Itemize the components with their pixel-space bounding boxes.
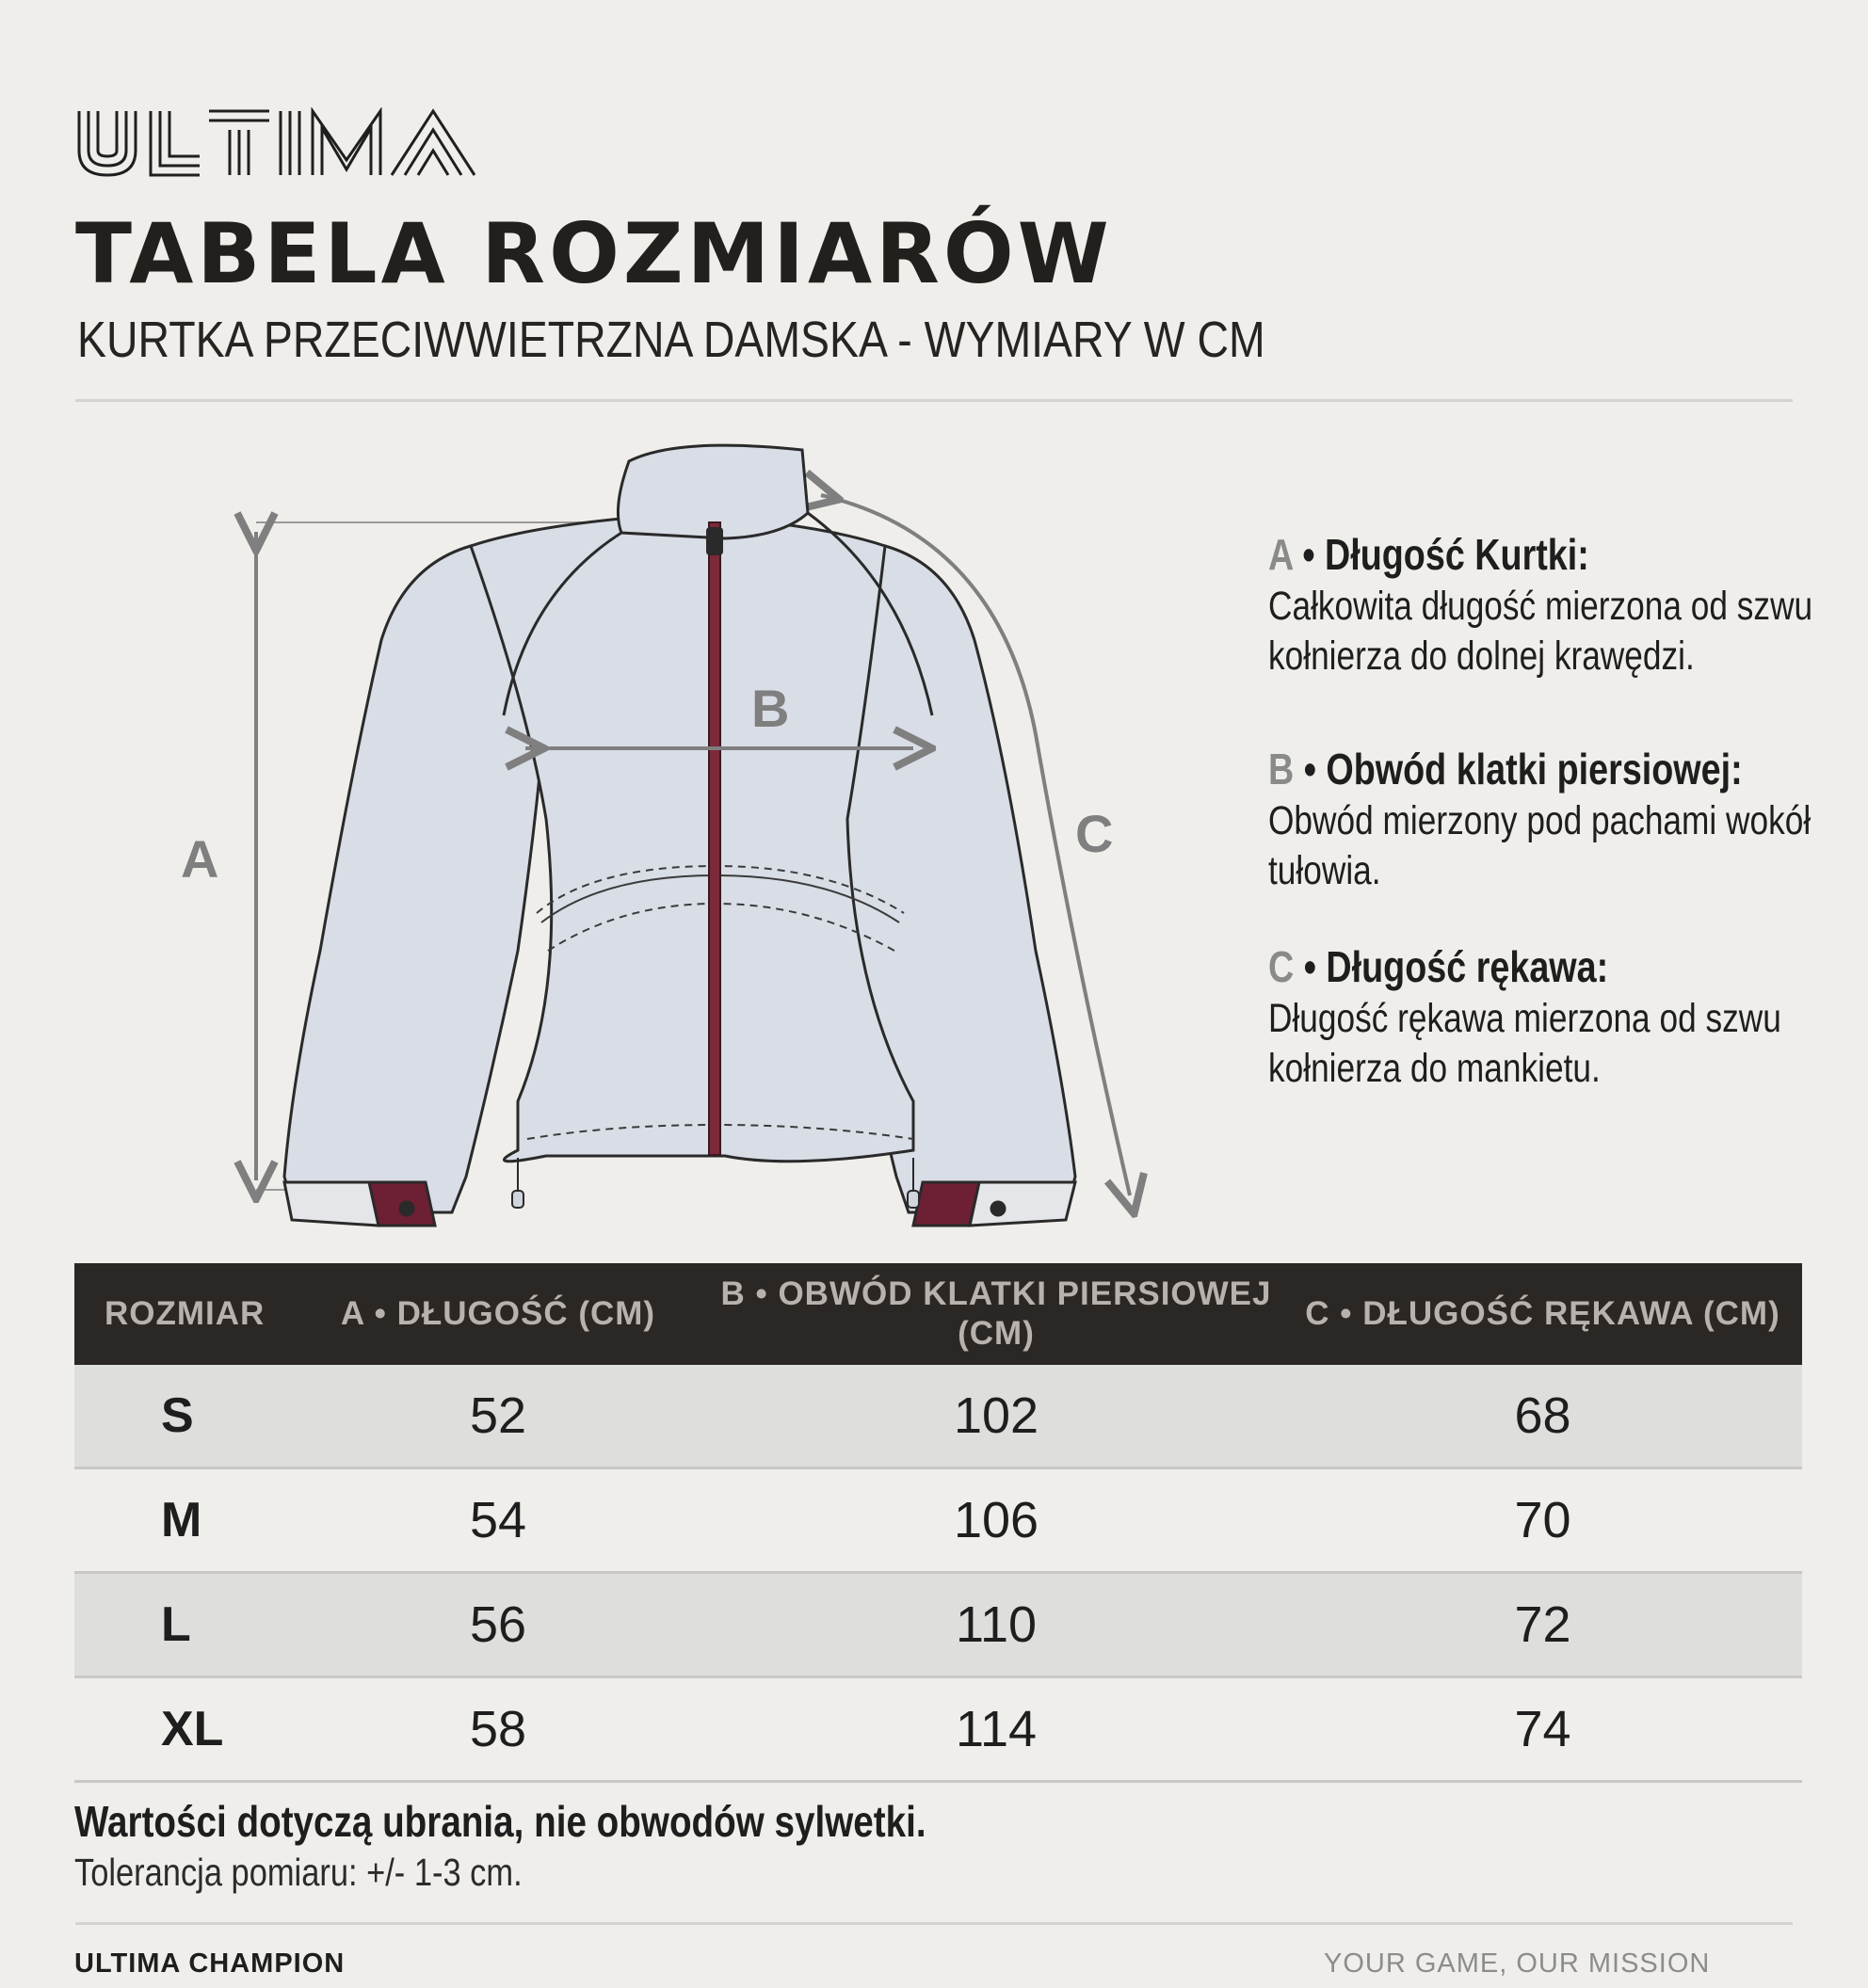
table-row [74, 1573, 1802, 1677]
legend-title-c: • Długość rękawa: [1303, 942, 1609, 991]
label-b: B [751, 679, 790, 738]
legend-desc-a: Całkowita długość mierzona od szwu kołnierza do dolnej krawędzi. [1268, 584, 1813, 679]
legend-item-a [1268, 527, 1868, 681]
footer-divider [75, 1922, 1793, 1925]
cell-sleeve: 70 [1283, 1468, 1802, 1573]
cell-length: 52 [287, 1365, 709, 1468]
footer-brand: ULTIMA CHAMPION [74, 1948, 346, 1979]
jacket-diagram [169, 424, 1186, 1242]
label-c: C [1075, 804, 1114, 863]
header-size: ROZMIAR [74, 1263, 287, 1365]
header-sleeve: C • DŁUGOŚĆ RĘKAWA (CM) [1283, 1263, 1802, 1365]
legend-item-c [1268, 939, 1868, 1094]
jacket-icon [284, 445, 1075, 1212]
cell-sleeve: 68 [1283, 1365, 1802, 1468]
legend-letter-c: C [1268, 942, 1295, 991]
header-length: A • DŁUGOŚĆ (CM) [287, 1263, 709, 1365]
cell-size: M [74, 1468, 287, 1573]
label-a: A [181, 829, 219, 889]
tolerance-note: Tolerancja pomiaru: +/- 1-3 cm. [74, 1851, 523, 1894]
header-chest: B • OBWÓD KLATKI PIERSIOWEJ (CM) [709, 1263, 1283, 1365]
page-title: TABELA ROZMIARÓW [75, 205, 1113, 302]
table-row [74, 1468, 1802, 1573]
cuff-left [284, 1182, 435, 1226]
table-row [74, 1677, 1802, 1782]
cuff-right [913, 1182, 1075, 1226]
cell-length: 56 [287, 1573, 709, 1677]
cell-size: L [74, 1573, 287, 1677]
cell-chest: 114 [709, 1677, 1283, 1782]
table-row [74, 1365, 1802, 1468]
footer-slogan: YOUR GAME, OUR MISSION [1324, 1948, 1711, 1979]
size-table [74, 1263, 1802, 1783]
legend-item-b [1268, 742, 1868, 896]
ultima-logo [75, 107, 490, 179]
page-subtitle: KURTKA PRZECIWWIETRZNA DAMSKA - WYMIARY W CM [77, 312, 1265, 368]
cell-length: 58 [287, 1677, 709, 1782]
cell-size: XL [74, 1677, 287, 1782]
legend-letter-a: A [1268, 530, 1293, 579]
garment-note: Wartości dotyczą ubrania, nie obwodów sylwetki. [74, 1797, 926, 1846]
cell-sleeve: 74 [1283, 1677, 1802, 1782]
zipper [709, 522, 720, 1155]
cell-sleeve: 72 [1283, 1573, 1802, 1677]
legend-title-b: • Obwód klatki piersiowej: [1303, 745, 1743, 794]
cell-chest: 106 [709, 1468, 1283, 1573]
legend-desc-c: Długość rękawa mierzona od szwu kołnierza do mankietu. [1268, 996, 1781, 1091]
cell-size: S [74, 1365, 287, 1468]
legend-letter-b: B [1268, 745, 1295, 794]
cell-length: 54 [287, 1468, 709, 1573]
cell-chest: 102 [709, 1365, 1283, 1468]
header-divider [75, 399, 1793, 402]
legend-title-a: • Długość Kurtki: [1302, 530, 1589, 579]
cell-chest: 110 [709, 1573, 1283, 1677]
table-header-row [74, 1263, 1802, 1365]
legend-desc-b: Obwód mierzony pod pachami wokół tułowia. [1268, 798, 1812, 893]
